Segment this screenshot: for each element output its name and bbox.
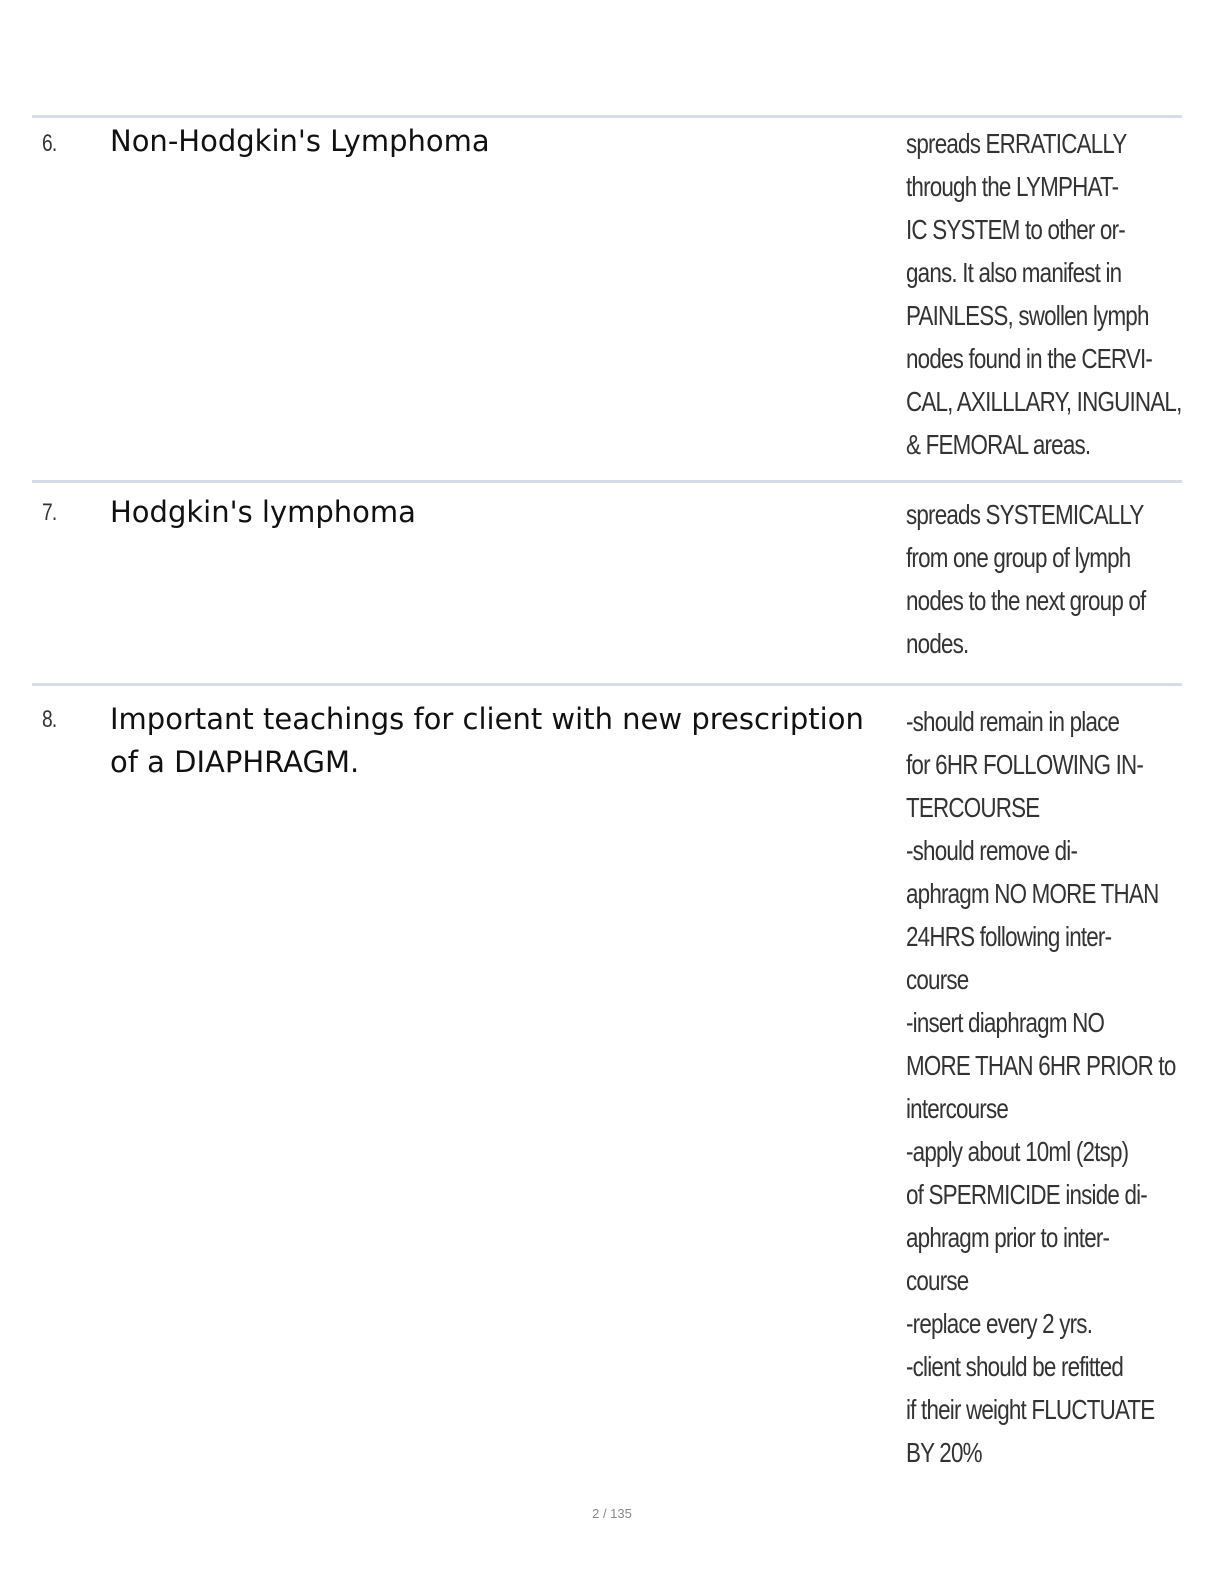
definition-line: for 6HR FOLLOWING IN- — [906, 749, 1144, 780]
definition-line: intercourse — [906, 1093, 1009, 1124]
card-term: Hodgkin's lymphoma — [110, 495, 416, 529]
definition-line: spreads SYSTEMICALLY — [906, 499, 1144, 530]
definition-line: aphragm prior to inter- — [906, 1222, 1110, 1253]
flashcard-7 — [32, 480, 1182, 686]
definition-line: if their weight FLUCTUATE — [906, 1394, 1155, 1425]
definition-line: gans. It also manifest in — [906, 257, 1122, 288]
definition-line: IC SYSTEM to other or- — [906, 214, 1125, 245]
definition-line: of SPERMICIDE inside di- — [906, 1179, 1147, 1210]
definition-line: -should remain in place — [906, 706, 1120, 737]
definition-line: TERCOURSE — [906, 792, 1040, 823]
flashcard-8 — [32, 683, 1182, 1486]
definition-line: course — [906, 964, 969, 995]
card-term: Important teachings for client with new prescription of a DIAPHRAGM. — [110, 702, 864, 779]
flashcard-6 — [32, 115, 1182, 483]
definition-line: 24HRS following inter- — [906, 921, 1112, 952]
definition-line: -apply about 10ml (2tsp) — [906, 1136, 1129, 1167]
card-number: 8. — [42, 706, 57, 733]
definition-line: -replace every 2 yrs. — [906, 1308, 1093, 1339]
definition-line: BY 20% — [906, 1437, 982, 1468]
definition-line: course — [906, 1265, 969, 1296]
definition-line: MORE THAN 6HR PRIOR to — [906, 1050, 1176, 1081]
definition-line: -insert diaphragm NO — [906, 1007, 1105, 1038]
card-term: Non-Hodgkin's Lymphoma — [110, 124, 490, 158]
definition-line: from one group of lymph — [906, 542, 1131, 573]
card-definition — [906, 700, 1176, 1474]
definition-line: aphragm NO MORE THAN — [906, 878, 1159, 909]
definition-line: through the LYMPHAT- — [906, 171, 1119, 202]
definition-line: & FEMORAL areas. — [906, 429, 1091, 460]
definition-line: -client should be refitted — [906, 1351, 1124, 1382]
definition-line: -should remove di- — [906, 835, 1078, 866]
definition-line: spreads ERRATICALLY — [906, 128, 1127, 159]
card-number: 7. — [42, 499, 57, 526]
card-number: 6. — [42, 130, 57, 157]
page-number: 2 / 135 — [592, 1506, 632, 1521]
definition-line: nodes. — [906, 628, 969, 659]
definition-line: nodes to the next group of — [906, 585, 1146, 616]
card-definition — [906, 122, 1182, 466]
definition-line: nodes found in the CERVI- — [906, 343, 1153, 374]
definition-line: PAINLESS, swollen lymph — [906, 300, 1149, 331]
definition-line: CAL, AXILLLARY, INGUINAL, — [906, 386, 1182, 417]
card-definition — [906, 493, 1170, 665]
